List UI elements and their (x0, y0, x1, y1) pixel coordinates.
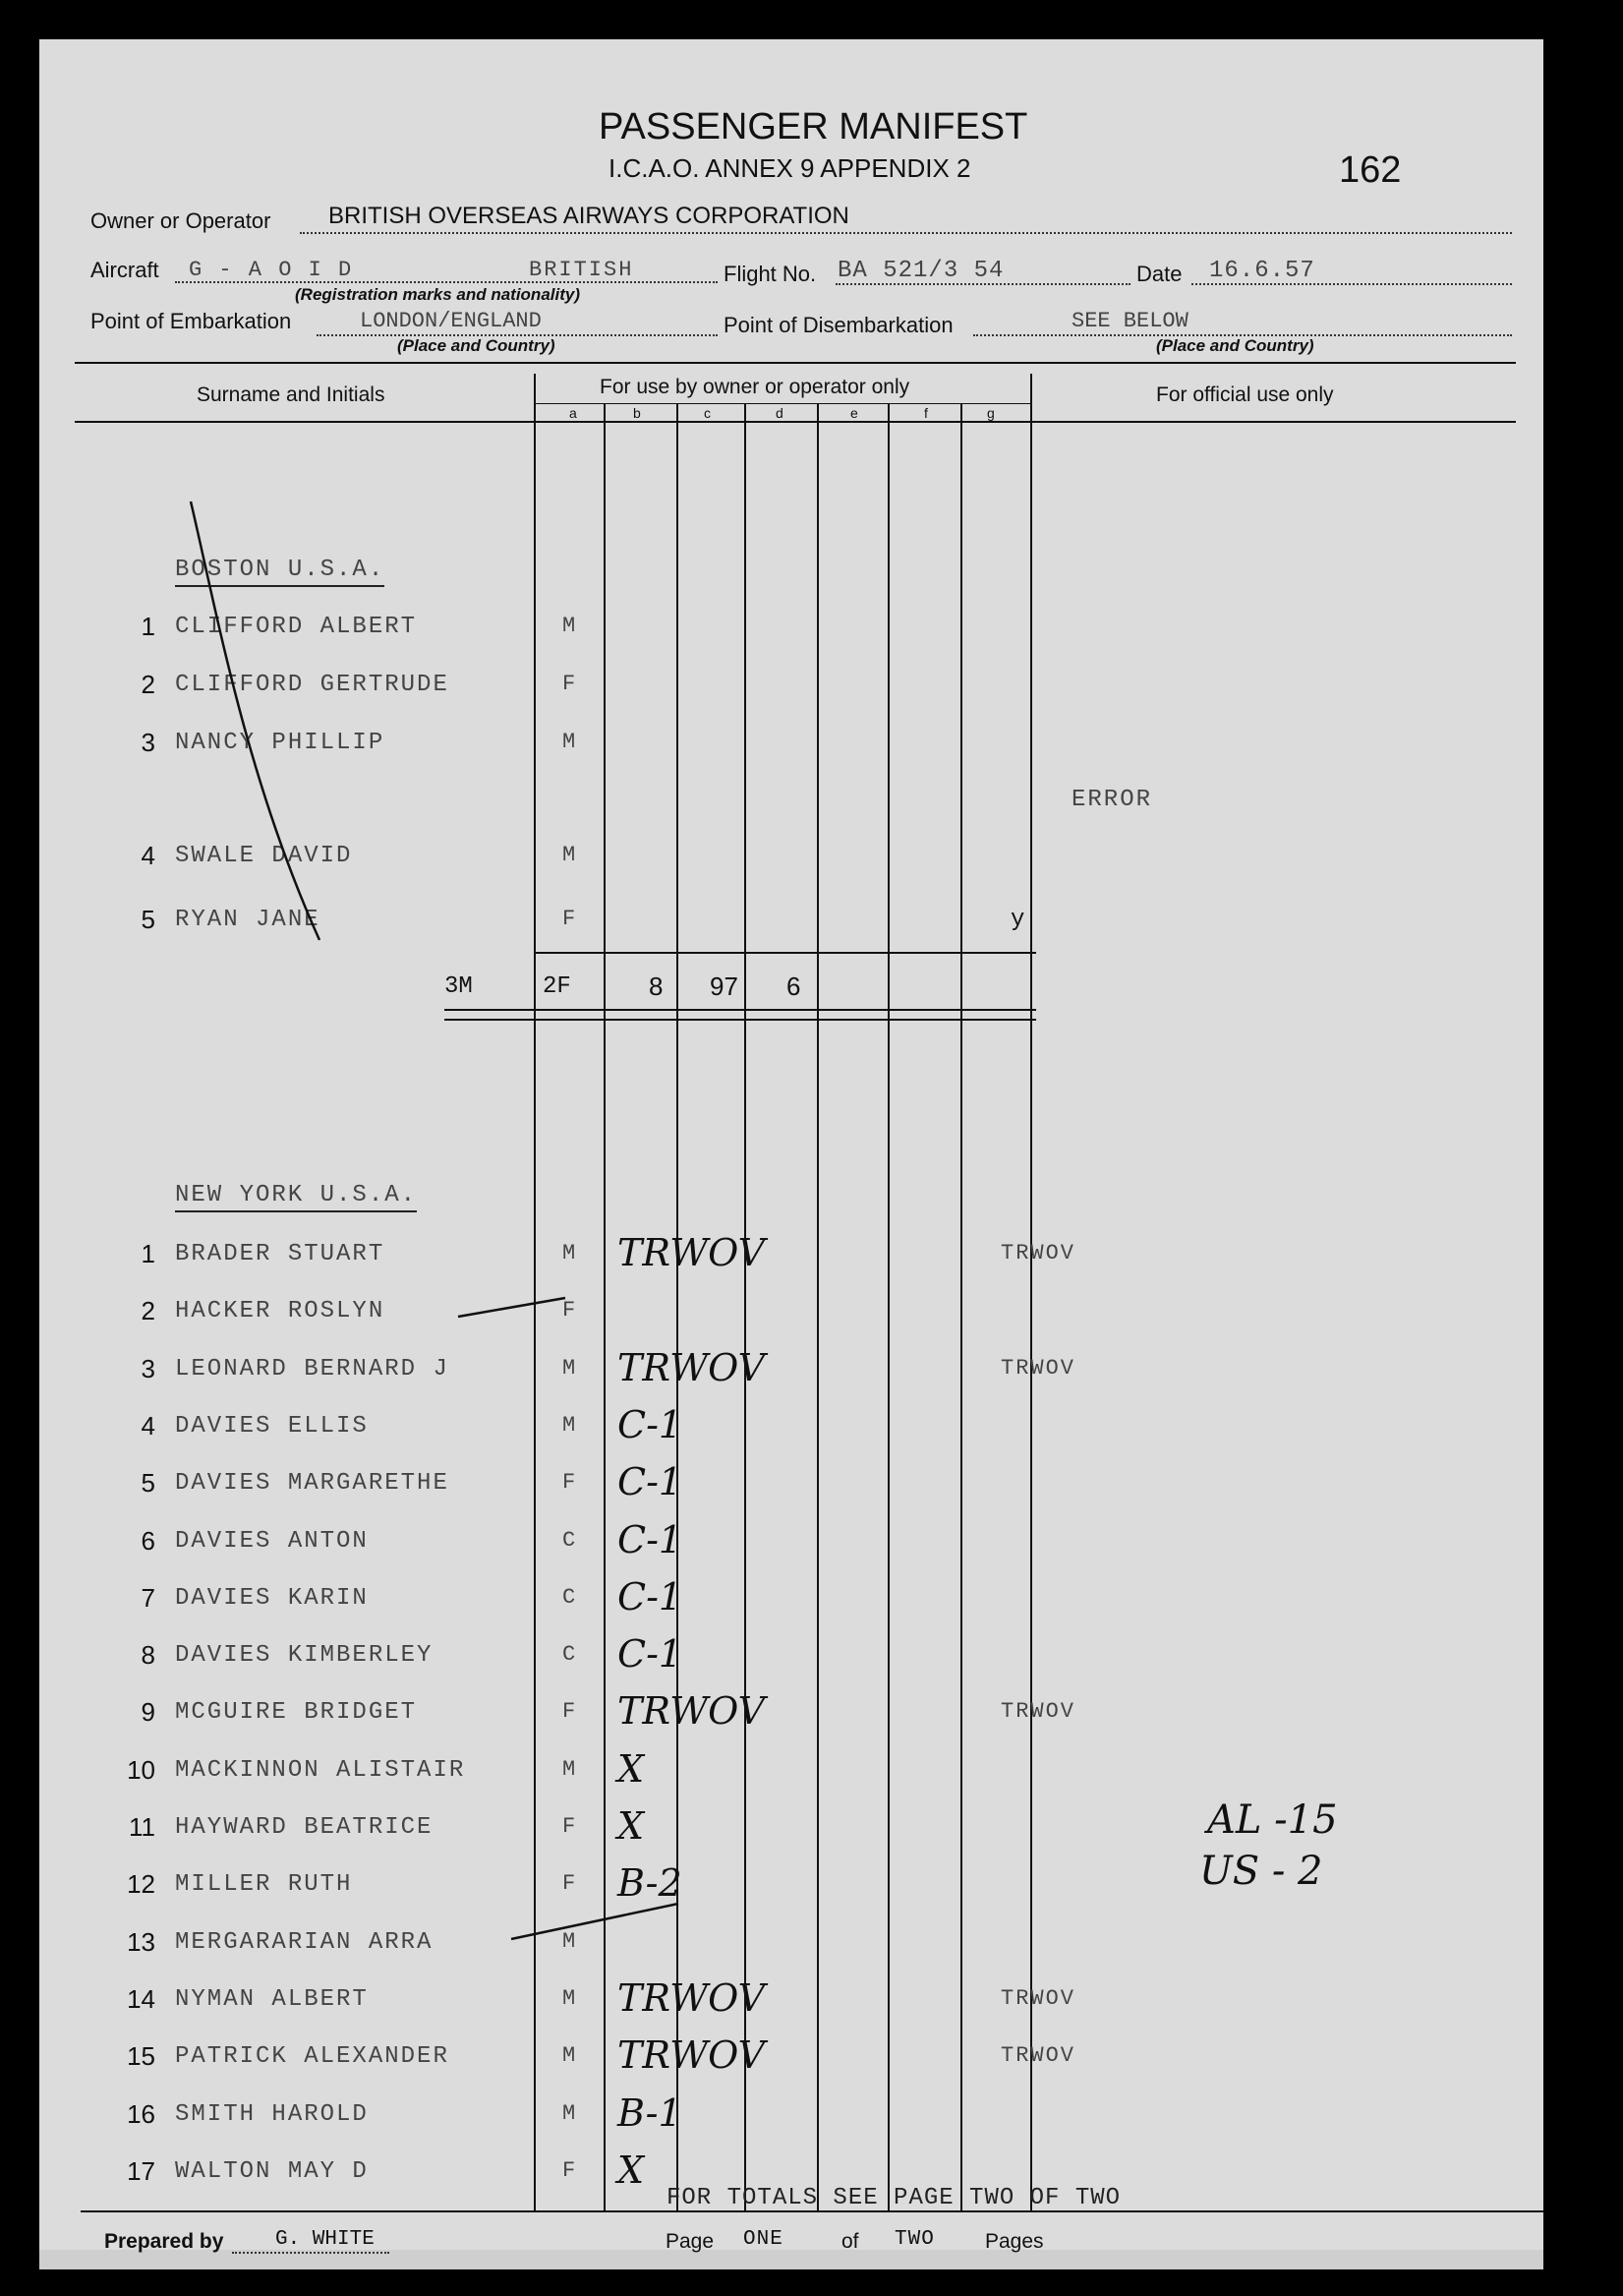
disembark-value: SEE BELOW (1072, 309, 1188, 333)
passenger-sex: C (562, 1528, 578, 1553)
disembark-label: Point of Disembarkation (724, 313, 954, 337)
row-number: 13 (127, 1927, 155, 1957)
passenger-name: MERGARARIAN ARRA (175, 1929, 434, 1956)
passenger-sex: F (562, 1814, 578, 1839)
passenger-sex: F (562, 2158, 578, 2183)
passenger-official: TRWOV (1001, 1356, 1076, 1381)
passenger-code: TRWOV (617, 2033, 766, 2077)
passenger-name: DAVIES ANTON (175, 1528, 369, 1555)
official-note-al: AL -15 (1207, 1797, 1338, 1843)
passenger-name: MCGUIRE BRIDGET (175, 1699, 418, 1726)
row-number: 10 (127, 1755, 155, 1785)
passenger-sex: M (562, 614, 578, 638)
passenger-name: DAVIES KARIN (175, 1585, 369, 1612)
row-number: 11 (129, 1812, 155, 1842)
passenger-code: X (617, 2149, 645, 2192)
row-number: 1 (141, 1239, 155, 1268)
row-number: 7 (141, 1583, 155, 1613)
passenger-official: TRWOV (1001, 1699, 1076, 1724)
embark-caption: (Place and Country) (397, 336, 555, 355)
aircraft-label: Aircraft (90, 258, 159, 282)
passenger-name: DAVIES MARGARETHE (175, 1470, 449, 1497)
prepared-value: G. WHITE (275, 2228, 375, 2251)
passenger-sex: F (562, 907, 578, 931)
surname-header: Surname and Initials (197, 383, 385, 406)
official-note-us: US - 2 (1199, 1849, 1323, 1894)
official-header: For official use only (1156, 383, 1334, 406)
newyork-heading: NEW YORK U.S.A. (175, 1182, 417, 1212)
prepared-label: Prepared by (104, 2230, 224, 2253)
pages-label: Pages (985, 2230, 1044, 2253)
passenger-code: B-1 (617, 2091, 682, 2135)
passenger-name: CLIFFORD GERTRUDE (175, 672, 449, 698)
nationality-value: BRITISH (529, 258, 634, 282)
operator-header: For use by owner or operator only (600, 376, 910, 398)
passenger-sex: M (562, 2101, 578, 2126)
page-value: ONE (743, 2228, 783, 2251)
passenger-sex: M (562, 1241, 578, 1266)
row-number: 9 (141, 1697, 155, 1727)
passenger-sex: F (562, 1699, 578, 1724)
row-number: 2 (141, 670, 155, 699)
row-number: 5 (141, 1468, 155, 1498)
passenger-sex: M (562, 2043, 578, 2068)
page-label: Page (666, 2230, 715, 2253)
passenger-name: BRADER STUART (175, 1241, 385, 1267)
passenger-name: RYAN JANE (175, 907, 320, 933)
passenger-name: LEONARD BERNARD J (175, 1356, 449, 1383)
passenger-sex: C (562, 1585, 578, 1610)
passenger-sex: M (562, 1929, 578, 1954)
page-title: PASSENGER MANIFEST (599, 106, 1028, 147)
passenger-code: C-1 (617, 1403, 683, 1446)
col-c-label: c (704, 405, 711, 421)
passenger-name: HACKER ROSLYN (175, 1298, 385, 1325)
boston-total-b: 8 (649, 971, 664, 1001)
col-e-label: e (850, 405, 858, 421)
passenger-name: SWALE DAVID (175, 843, 353, 869)
passenger-sex: M (562, 1413, 578, 1438)
passenger-code: C-1 (617, 1460, 683, 1503)
passenger-name: DAVIES KIMBERLEY (175, 1642, 434, 1669)
passenger-name: NANCY PHILLIP (175, 730, 385, 756)
page-number: 162 (1339, 149, 1402, 191)
date-label: Date (1136, 262, 1183, 286)
passenger-sex: M (562, 1356, 578, 1381)
passenger-sex: M (562, 1986, 578, 2011)
row-number: 17 (127, 2156, 155, 2186)
row-number: 3 (141, 1354, 155, 1383)
passenger-sex: C (562, 1642, 578, 1667)
row-number: 4 (141, 1411, 155, 1441)
passenger-sex: F (562, 1298, 578, 1323)
passenger-name: DAVIES ELLIS (175, 1413, 369, 1440)
passenger-name: HAYWARD BEATRICE (175, 1814, 434, 1841)
row-number: 5 (141, 905, 155, 934)
passenger-code: TRWOV (617, 1231, 766, 1274)
passenger-code: X (617, 1747, 645, 1791)
passenger-sex: F (562, 1470, 578, 1495)
boston-total-a: 2F (543, 973, 571, 1000)
passenger-code: C-1 (617, 1632, 683, 1676)
totals-note: FOR TOTALS SEE PAGE TWO OF TWO (667, 2185, 1122, 2211)
passenger-sex: M (562, 843, 578, 867)
of-value: TWO (895, 2228, 935, 2251)
passenger-col-g: y (1011, 907, 1027, 933)
col-d-label: d (776, 405, 783, 421)
boston-heading: BOSTON U.S.A. (175, 557, 384, 587)
passenger-sex: F (562, 672, 578, 696)
passenger-code: TRWOV (617, 1976, 766, 2020)
passenger-name: CLIFFORD ALBERT (175, 614, 418, 640)
passenger-name: SMITH HAROLD (175, 2101, 369, 2128)
row-number: 3 (141, 728, 155, 757)
page-subtitle: I.C.A.O. ANNEX 9 APPENDIX 2 (609, 153, 971, 183)
row-number: 12 (127, 1869, 155, 1899)
owner-value: BRITISH OVERSEAS AIRWAYS CORPORATION (328, 203, 849, 229)
passenger-code: TRWOV (617, 1689, 766, 1733)
passenger-name: PATRICK ALEXANDER (175, 2043, 449, 2070)
passenger-code: B-2 (617, 1861, 682, 1905)
passenger-name: MACKINNON ALISTAIR (175, 1757, 466, 1784)
row-number: 14 (127, 1984, 155, 2014)
owner-label: Owner or Operator (90, 208, 271, 233)
disembark-caption: (Place and Country) (1156, 336, 1314, 355)
passenger-official: TRWOV (1001, 1241, 1076, 1266)
embark-value: LONDON/ENGLAND (360, 309, 542, 333)
row-number: 15 (127, 2041, 155, 2071)
passenger-code: X (617, 1804, 645, 1848)
row-number: 6 (141, 1526, 155, 1556)
aircraft-value: G - A O I D (189, 258, 354, 282)
passenger-code: C-1 (617, 1575, 683, 1619)
passenger-code: TRWOV (617, 1346, 766, 1389)
passenger-official: TRWOV (1001, 2043, 1076, 2068)
row-number: 2 (141, 1296, 155, 1325)
row-number: 8 (141, 1640, 155, 1670)
col-a-label: a (569, 405, 577, 421)
col-b-label: b (633, 405, 641, 421)
date-value: 16.6.57 (1209, 258, 1315, 284)
col-f-label: f (924, 405, 928, 421)
boston-total-d: 6 (786, 971, 801, 1001)
passenger-sex: F (562, 1871, 578, 1896)
passenger-name: NYMAN ALBERT (175, 1986, 369, 2013)
registration-caption: (Registration marks and nationality) (295, 285, 580, 304)
passenger-name: MILLER RUTH (175, 1871, 353, 1898)
passenger-name: WALTON MAY D (175, 2158, 369, 2185)
of-label: of (841, 2230, 859, 2253)
error-note: ERROR (1072, 787, 1153, 813)
prepared-dots (232, 2252, 389, 2254)
embark-label: Point of Embarkation (90, 309, 292, 333)
col-g-label: g (987, 405, 995, 421)
flight-value: BA 521/3 54 (838, 258, 1005, 284)
row-number: 4 (141, 841, 155, 870)
passenger-sex: M (562, 1757, 578, 1782)
boston-total-label: 3M (444, 973, 473, 1000)
flight-label: Flight No. (724, 262, 817, 286)
row-number: 1 (141, 612, 155, 641)
row-number: 16 (127, 2099, 155, 2129)
boston-total-c: 97 (710, 971, 738, 1001)
passenger-code: C-1 (617, 1518, 683, 1561)
passenger-sex: M (562, 730, 578, 754)
passenger-official: TRWOV (1001, 1986, 1076, 2011)
